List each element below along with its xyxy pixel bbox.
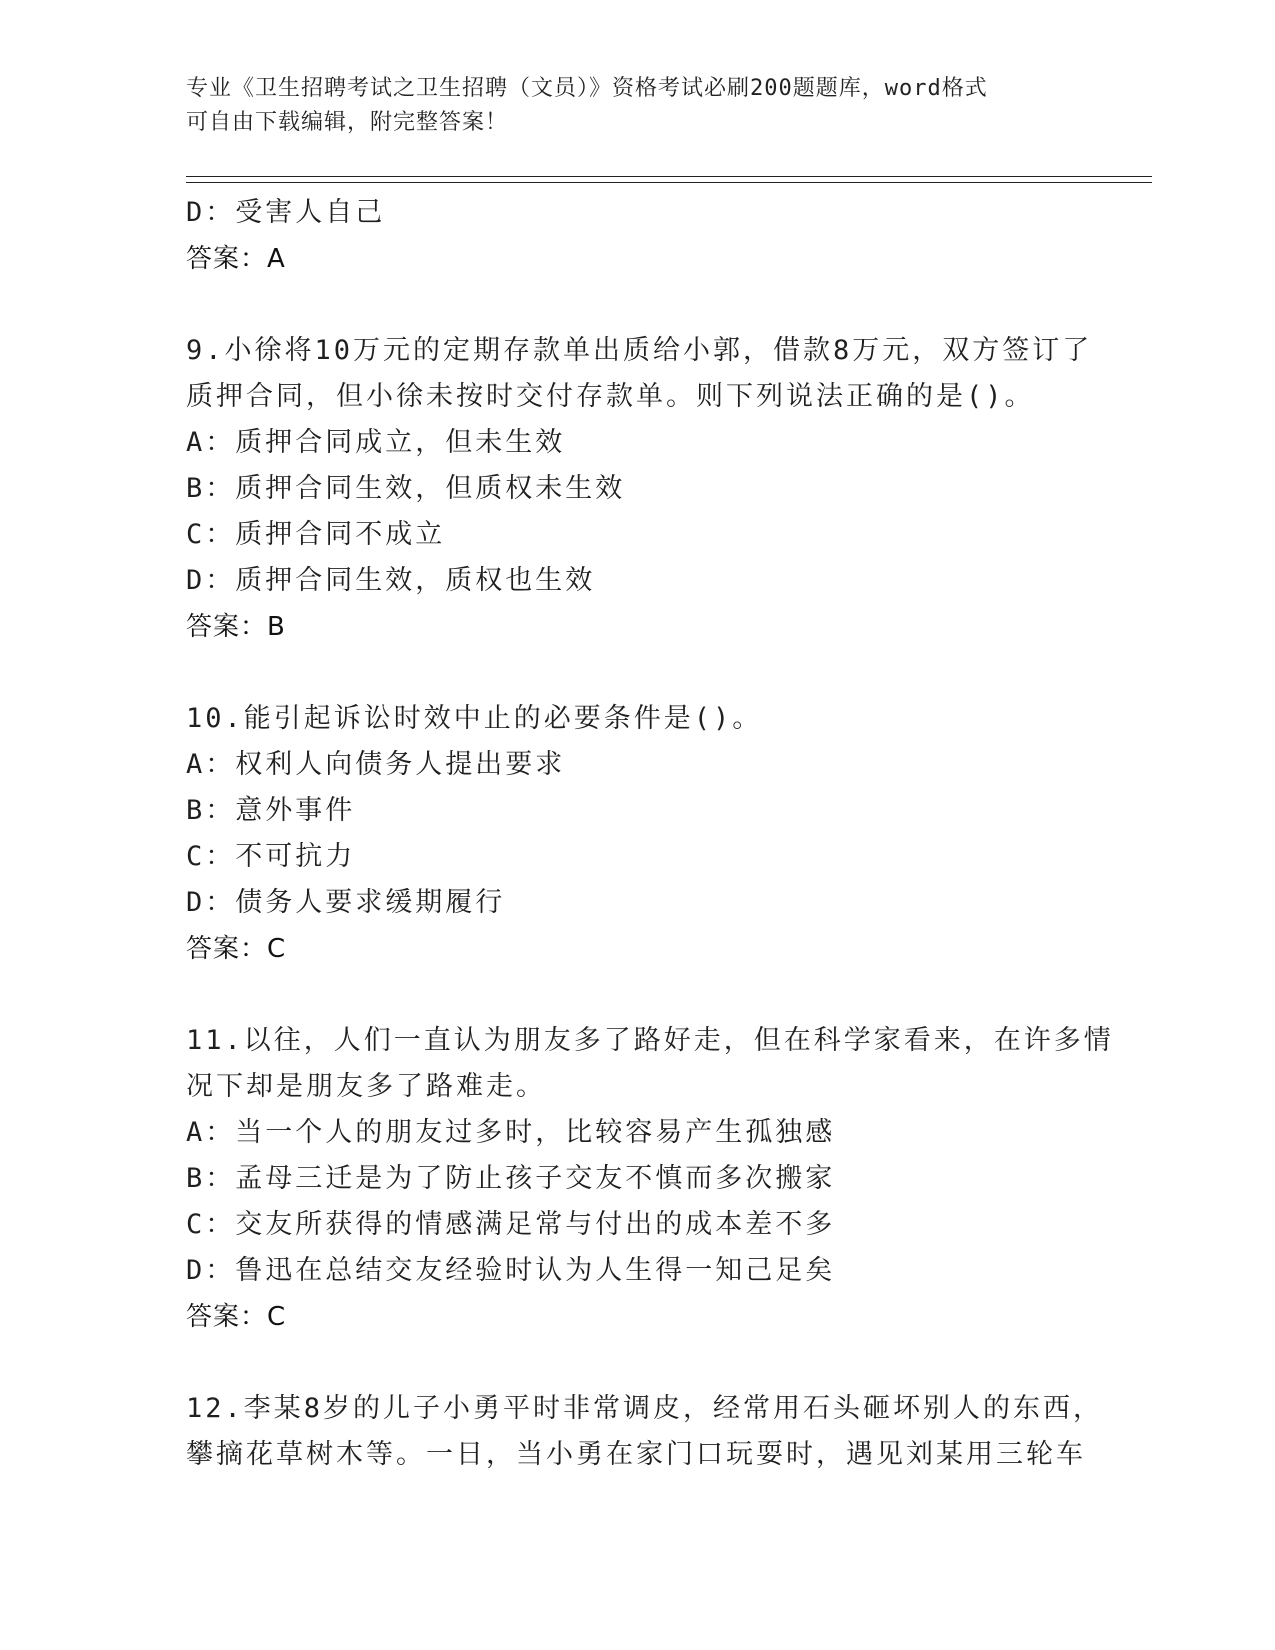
question-11-option-d: D：鲁迅在总结交友经验时认为人生得一知己足矣 (186, 1255, 836, 1286)
question-11-text-line-1: 11.以往，人们一直认为朋友多了路好走，但在科学家看来，在许多情 (186, 1025, 1114, 1056)
question-9-option-b: B：质押合同生效，但质权未生效 (186, 473, 626, 504)
question-10-option-b: B：意外事件 (186, 795, 356, 826)
question-9-option-d: D：质押合同生效，质权也生效 (186, 565, 596, 596)
question-9-text-line-2: 质押合同，但小徐未按时交付存款单。则下列说法正确的是()。 (186, 381, 1035, 412)
document-header (186, 72, 1086, 140)
question-12-text-line-2: 攀摘花草树木等。一日，当小勇在家门口玩耍时，遇见刘某用三轮车 (186, 1439, 1086, 1470)
question-11-answer: 答案：C (186, 1302, 287, 1332)
question-11-text-line-2: 况下却是朋友多了路难走。 (186, 1071, 546, 1102)
question-10-option-a: A：权利人向债务人提出要求 (186, 749, 566, 780)
question-11 (186, 1018, 1114, 1340)
spacer (186, 972, 1076, 1018)
question-8-option-d: D：受害人自己 (186, 197, 386, 228)
header-line-2: 可自由下载编辑，附完整答案！ (186, 110, 509, 135)
question-11-option-b: B：孟母三迁是为了防止孩子交友不慎而多次搬家 (186, 1163, 836, 1194)
question-10-option-d: D：债务人要求缓期履行 (186, 887, 506, 918)
header-line-1: 专业《卫生招聘考试之卫生招聘（文员）》资格考试必刷200题题库，word格式 (186, 76, 988, 101)
question-9-option-a: A：质押合同成立，但未生效 (186, 427, 566, 458)
question-9-option-c: C：质押合同不成立 (186, 519, 446, 550)
question-11-option-c: C：交友所获得的情感满足常与付出的成本差不多 (186, 1209, 836, 1240)
question-10-option-c: C：不可抗力 (186, 841, 356, 872)
question-9-answer: 答案：B (186, 612, 286, 642)
question-list (186, 190, 1114, 1478)
spacer (186, 1340, 1076, 1386)
header-divider-bottom (186, 182, 1152, 183)
question-12-text-line-1: 12.李某8岁的儿子小勇平时非常调皮，经常用石头砸坏别人的东西， (186, 1393, 1104, 1424)
spacer (186, 282, 1076, 328)
question-12 (186, 1386, 1104, 1478)
question-10 (186, 696, 1076, 972)
question-9 (186, 328, 1093, 650)
question-10-answer: 答案：C (186, 934, 287, 964)
question-10-text-line-1: 10.能引起诉讼时效中止的必要条件是()。 (186, 703, 763, 734)
spacer (186, 650, 1076, 696)
header-divider-top (186, 176, 1152, 177)
question-11-option-a: A：当一个人的朋友过多时，比较容易产生孤独感 (186, 1117, 836, 1148)
question-8-answer: 答案：A (186, 244, 286, 274)
question-8-tail (186, 190, 1076, 282)
question-9-text-line-1: 9.小徐将10万元的定期存款单出质给小郭，借款8万元，双方签订了 (186, 335, 1093, 366)
